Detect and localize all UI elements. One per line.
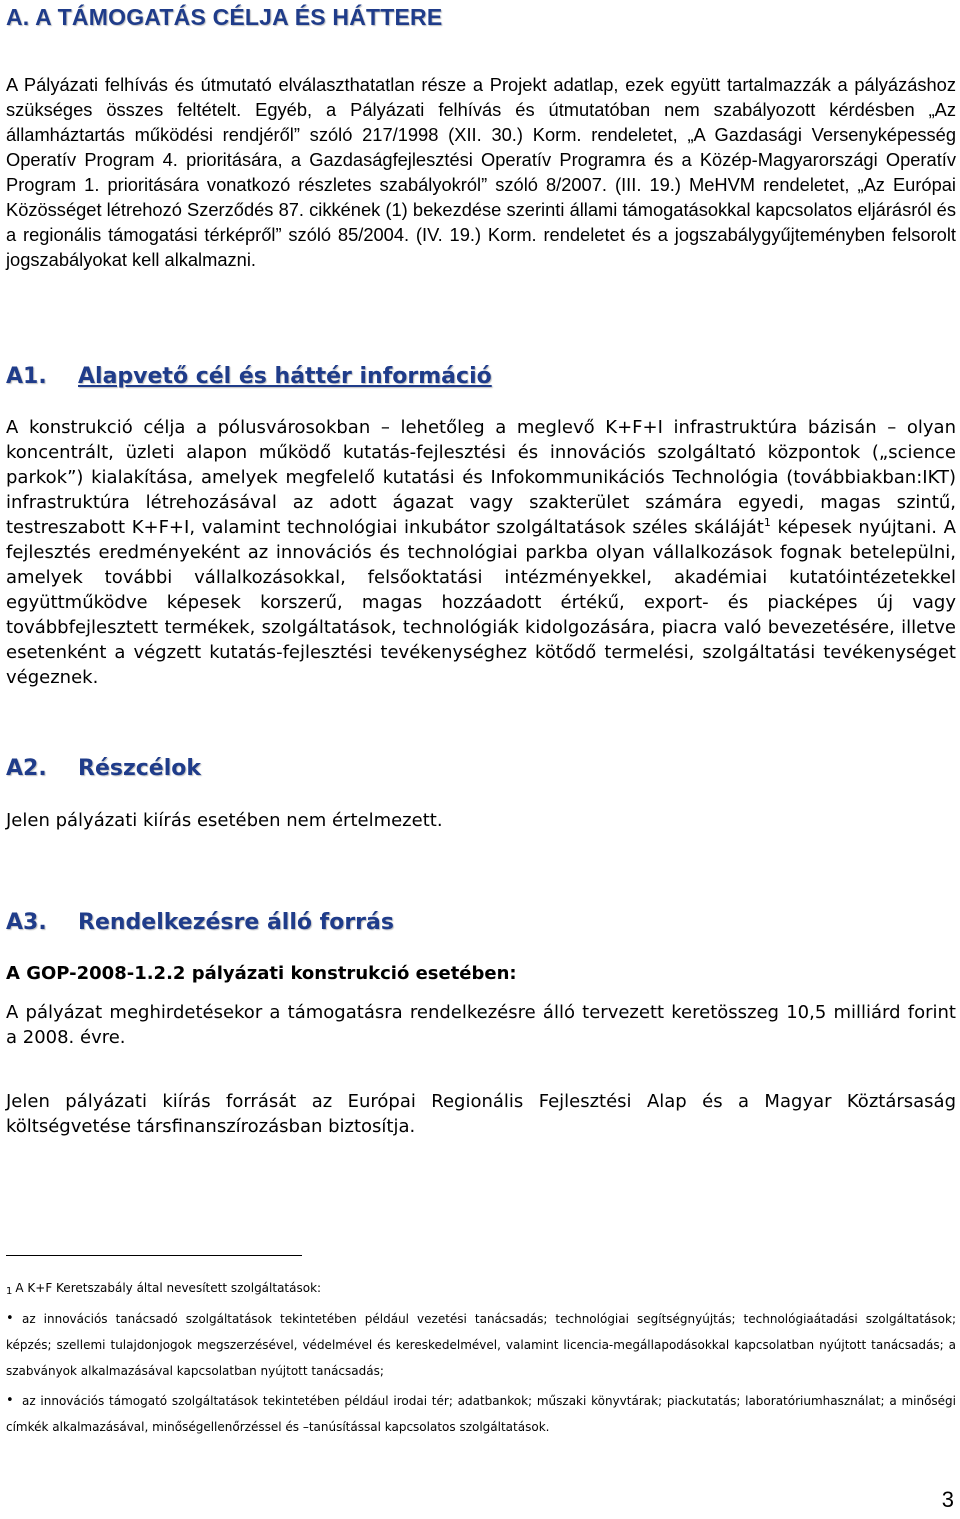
footnote-separator xyxy=(6,1255,302,1256)
footnote-number: 1 xyxy=(6,1286,13,1297)
a1-title: Alapvető cél és háttér információ xyxy=(78,364,492,389)
a2-heading xyxy=(6,756,201,781)
footnote-bullet-1 xyxy=(6,1306,956,1384)
a1-text-part1: A konstrukció célja a pólusvárosokban – lehetőleg a meglevő K+F+I infrastruktúra bázisán – olyan koncentrált, üzleti alapon működő kutatás-fejlesztési és innovációs szolgáltató központok („science parkok”) kialakítása, amelyek megfelelő kutatási és Infokommunikációs Technológia (továbbiakban:IKT) infrastruktúra létrehozásával az adott ágazat vagy szakterület számára egyedi, magas szintű, testreszabott K+F+I, valamint technológiai inkubátor szolgáltatások széles skáláját xyxy=(6,417,956,538)
page-number: 3 xyxy=(941,1487,954,1512)
section-title: A. A TÁMOGATÁS CÉLJA ÉS HÁTTERE xyxy=(6,4,443,30)
footnote-title: A K+F Keretszabály által nevesített szolgáltatások: xyxy=(15,1281,322,1295)
a3-heading xyxy=(6,910,394,935)
a2-number: A2. xyxy=(6,756,47,781)
a3-subheading: A GOP-2008-1.2.2 pályázati konstrukció esetében: xyxy=(6,963,517,984)
a1-paragraph xyxy=(6,415,956,690)
footnote-bullet-text: az innovációs tanácsadó szolgáltatások tekintetében például vezetési tanácsadás; technológiai segítségnyújtás; technológiaátadási szolgáltatások; képzés; szellemi tulajdonjogok megszerzésével, védelmével és kereskedelmével, valamint licencia-megállapodásokkal kapcsolatban nyújtott tanácsadás; a szabványok alkalmazásával kapcsolatban nyújtott tanácsadás; xyxy=(6,1312,956,1378)
footnote-bullet-2 xyxy=(6,1388,956,1440)
a2-paragraph: Jelen pályázati kiírás esetében nem értelmezett. xyxy=(6,810,443,831)
a3-title: Rendelkezésre álló forrás xyxy=(78,910,394,935)
a3-number: A3. xyxy=(6,910,47,935)
intro-paragraph: A Pályázati felhívás és útmutató elválaszthatatlan része a Projekt adatlap, ezek együtt tartalmazzák a pályázáshoz szükséges összes feltételt. Egyéb, a Pályázati felhívás és útmutatóban nem szabályozott kérdésben „Az államháztartás működési rendjéről” szóló 217/1998 (XII. 30.) Korm. rendeletet, „A Gazdasági Versenyképesség Operatív Program 4. prioritására, a Gazdaságfejlesztési Operatív Programra és a Közép-Magyarországi Operatív Program 1. prioritására vonatkozó részletes szabályokról” szóló 8/2007. (III. 19.) MeHVM rendeletet, „Az Európai Közösséget létrehozó Szerződés 87. cikkének (1) bekezdése szerinti állami támogatásokkal kapcsolatos eljárásról és a regionális támogatási térképről” szóló 85/2004. (IV. 19.) Korm. rendeletet és a jogszabálygyűjteményben felsorolt jogszabályokat kell alkalmazni. xyxy=(6,74,956,270)
a3-paragraph-1: A pályázat meghirdetésekor a támogatásra rendelkezésre álló tervezett keretösszeg 10,5 milliárd forint a 2008. évre. xyxy=(6,1002,956,1048)
footnote-ref[interactable]: 1 xyxy=(763,516,771,529)
bullet-icon: • xyxy=(6,1393,14,1408)
footnote-heading xyxy=(6,1281,321,1297)
a1-number: A1. xyxy=(6,364,47,389)
a2-title: Részcélok xyxy=(78,756,202,781)
footnote-bullet-text: az innovációs támogató szolgáltatások tekintetében például irodai tér; adatbankok; műszaki könyvtárak; piackutatás; laboratóriumhasználat; a minőségi címkék alkalmazásával, minőségellenőrzéssel és –tanúsítással kapcsolatos szolgáltatások. xyxy=(6,1394,956,1434)
bullet-icon: • xyxy=(6,1311,14,1326)
a1-heading xyxy=(6,364,492,389)
a3-paragraph-2: Jelen pályázati kiírás forrását az Európai Regionális Fejlesztési Alap és a Magyar Köztársaság költségvetése társfinanszírozásban biztosítja. xyxy=(6,1091,956,1137)
a1-text-part2: képesek nyújtani. A fejlesztés eredményeként az innovációs és technológiai parkba olyan vállalkozások fognak betelepülni, amelyek további vállalkozásokkal, felsőoktatási intézményekkel, akadémiai kutatóintézetekkel együttműködve képesek korszerű, magas hozzáadott értékű, export- és piacképes új vagy továbbfejlesztett termékek, szolgáltatások, technológiák kidolgozására, piacra való bevezetésére, illetve esetenként a végzett kutatás-fejlesztési tevékenységhez kötődő termelési, szolgáltatási tevékenységet végeznek. xyxy=(6,517,956,688)
